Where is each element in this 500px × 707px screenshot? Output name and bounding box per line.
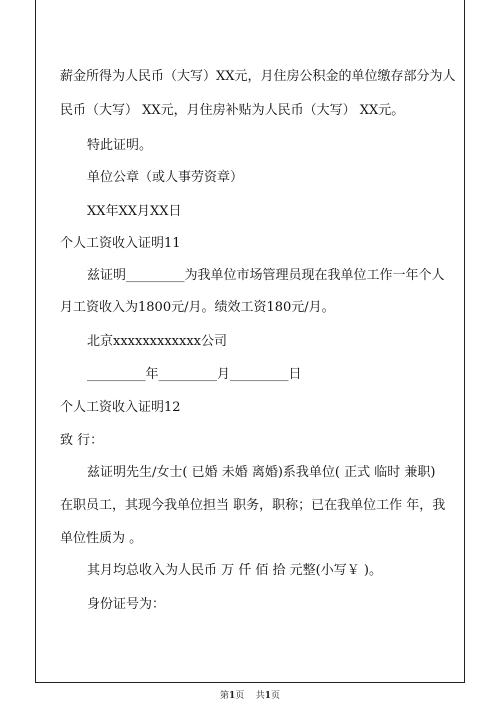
page-word: 页 bbox=[235, 691, 245, 701]
text-line: 兹证明先生/女士( 已婚 未婚 离婚)系我单位( 正式 临时 兼职) bbox=[87, 465, 436, 480]
text-line: 兹证明_________为我单位市场管理员现在我单位工作一年个人 bbox=[87, 268, 445, 283]
page-number: 1 bbox=[228, 691, 236, 701]
date-line: XX年XX月XX日 bbox=[87, 204, 182, 219]
section-heading: 个人工资收入证明12 bbox=[60, 400, 181, 415]
total-label: 共 bbox=[255, 691, 265, 701]
text-line: 薪金所得为人民币（大写）XX元，月住房公积金的单位缴存部分为人 bbox=[60, 69, 456, 84]
text-line: 在职员工，其现今我单位担当 职务，职称；已在我单位工作 年，我 bbox=[60, 498, 446, 513]
page-footer bbox=[0, 688, 500, 701]
salutation: 致 行： bbox=[60, 433, 104, 448]
text-line: 月工资收入为1800元/月。绩效工资180元/月。 bbox=[60, 300, 335, 315]
section-heading: 个人工资收入证明11 bbox=[60, 236, 181, 251]
date-blank-line: _________年_________月_________日 bbox=[87, 367, 302, 382]
company-line: 北京xxxxxxxxxxxx公司 bbox=[87, 334, 227, 349]
total-pages: 1 bbox=[264, 691, 271, 701]
total-word: 页 bbox=[271, 691, 281, 701]
page-label: 第 bbox=[219, 691, 229, 701]
text-line: 特此证明。 bbox=[87, 138, 153, 153]
text-line: 民币（大写） XX元，月住房补贴为人民币（大写） XX元。 bbox=[60, 103, 405, 118]
text-line: 其月均总收入为人民币 万 仟 佰 拾 元整(小写￥ )。 bbox=[87, 563, 382, 578]
text-line: 单位性质为 。 bbox=[60, 531, 143, 546]
text-line: 身份证号为： bbox=[87, 597, 166, 612]
text-line: 单位公章（或人事劳资章） bbox=[87, 170, 244, 185]
